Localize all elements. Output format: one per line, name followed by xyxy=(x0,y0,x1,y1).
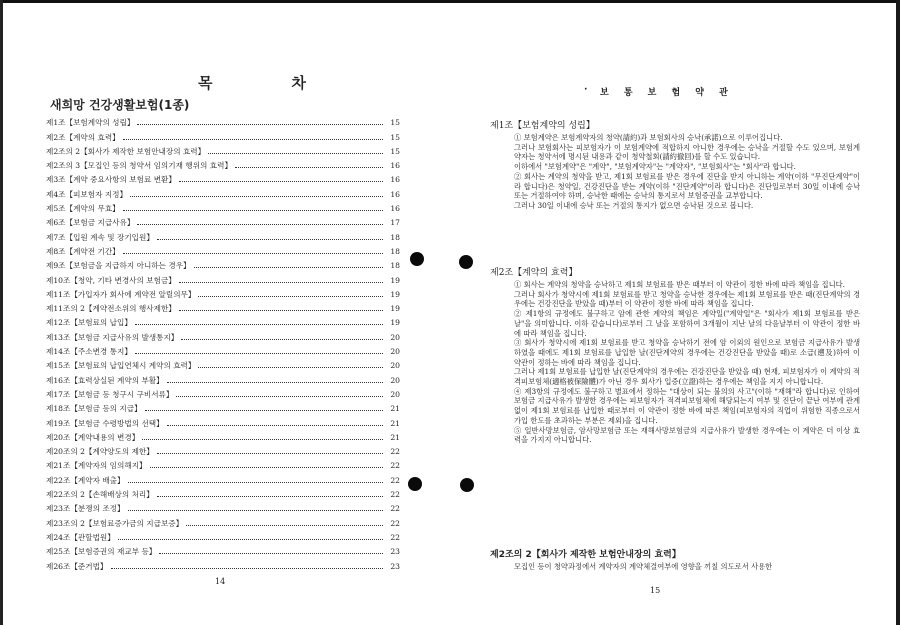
clause-paragraph: 모집인 등이 청약과정에서 계약자의 계약체결여부에 영향을 끼칠 의도로서 사용한 xyxy=(514,562,773,571)
binding-hole xyxy=(410,252,424,266)
toc-leader-dots xyxy=(137,224,383,225)
toc-page-number: 16 xyxy=(390,189,400,199)
toc-page-number: 18 xyxy=(390,246,400,256)
toc-leader-dots xyxy=(118,539,383,540)
toc-page-number: 18 xyxy=(390,232,400,242)
toc-label: 제16조【효력상실된 계약의 부활】 xyxy=(46,375,164,385)
toc-row xyxy=(46,113,400,127)
toc-page-number: 16 xyxy=(390,161,400,171)
toc-row xyxy=(46,170,400,184)
toc-row xyxy=(46,442,400,456)
toc-leader-dots xyxy=(123,139,383,140)
toc-leader-dots xyxy=(128,482,383,483)
clause-1 xyxy=(490,118,860,211)
toc-leader-dots xyxy=(150,467,383,468)
clause-2-2 xyxy=(490,547,860,572)
toc-title-char-1: 목 xyxy=(198,74,217,92)
toc-page-number: 22 xyxy=(390,518,400,528)
toc-page-number: 21 xyxy=(390,418,400,428)
title-bullet: · xyxy=(584,85,594,95)
toc-leader-dots xyxy=(194,267,383,268)
toc-page-number: 19 xyxy=(390,289,400,299)
toc-row xyxy=(46,499,400,513)
clause-paragraph: 그러나 30일 이내에 승낙 또는 거절의 통지가 없으면 승낙된 것으로 봅니다. xyxy=(514,200,754,210)
toc-leader-dots xyxy=(145,410,383,411)
toc-page-number: 15 xyxy=(390,132,400,142)
toc-leader-dots xyxy=(235,167,383,168)
toc-leader-dots xyxy=(167,425,383,426)
toc-leader-dots xyxy=(111,568,383,569)
toc-label: 제23조【분쟁의 조정】 xyxy=(46,504,125,514)
toc-page-number: 19 xyxy=(390,318,400,328)
clause-heading: 제2조의 2【회사가 제작한 보험안내장의 효력】 xyxy=(490,550,681,560)
toc-leader-dots xyxy=(157,496,383,497)
toc-row xyxy=(46,213,400,227)
insurance-name: 새희망 건강생활보험(1종) xyxy=(50,98,190,112)
toc-page-number: 22 xyxy=(390,490,400,500)
toc-page-number: 23 xyxy=(390,561,400,571)
toc-row xyxy=(46,270,400,284)
toc-label: 제4조【피보험자 지정】 xyxy=(46,189,128,199)
clause-paragraph: ② 제1항의 규정에도 불구하고 암에 관한 계약의 책임은 계약일("계약일"은 "회사가 제1회 보험료를 받은 날"을 의미합니다. 이하 같습니다)로부터 그 날을 포함하여 3개월이 지난 날의 다음날부터 이 약관이 정한 바에 따라 책임을 집니다. xyxy=(514,309,860,338)
toc-row xyxy=(46,285,400,299)
toc-row xyxy=(46,542,400,556)
toc-leader-dots xyxy=(130,196,383,197)
toc-row xyxy=(46,399,400,413)
clause-heading: 제2조【계약의 효력】 xyxy=(490,268,578,278)
toc-label: 제15조【보험료의 납입연체시 계약의 효력】 xyxy=(46,361,196,371)
clause-paragraph: ① 보험계약은 보험계약자의 청약(請約)과 보험회사의 승낙(承諾)으로 이루어집니다. xyxy=(514,133,783,142)
toc-label: 제22조【계약자 배출】 xyxy=(46,475,125,485)
toc-row xyxy=(46,528,400,542)
toc-page-number: 16 xyxy=(390,204,400,214)
right-page xyxy=(450,0,900,625)
toc-label: 제7조【입원 계속 및 장기입원】 xyxy=(46,232,154,242)
toc-row xyxy=(46,256,400,270)
toc-page-number: 20 xyxy=(390,389,400,399)
toc-page-number: 20 xyxy=(390,347,400,357)
toc-list xyxy=(46,113,400,571)
clause-paragraph: ① 회사는 계약의 청약을 승낙하고 제1회 보험료를 받은 때부터 이 약관이 정한 바에 따라 책임을 집니다. xyxy=(514,280,845,289)
toc-leader-dots xyxy=(135,324,383,325)
toc-row xyxy=(46,385,400,399)
toc-label: 제12조【보험료의 납입】 xyxy=(46,318,132,328)
toc-row xyxy=(46,313,400,327)
toc-label: 제20조【계약내용의 변경】 xyxy=(46,432,140,442)
toc-page-number: 20 xyxy=(390,332,400,342)
toc-label: 제18조【보험금 등의 지급】 xyxy=(46,404,142,414)
toc-row xyxy=(46,299,400,313)
toc-row xyxy=(46,199,400,213)
toc-leader-dots xyxy=(179,310,383,311)
toc-leader-dots xyxy=(198,296,383,297)
toc-label: 제19조【보험금 수령방법의 선택】 xyxy=(46,418,164,428)
toc-label: 제2조의 2【회사가 제작한 보험안내장의 효력】 xyxy=(46,146,206,156)
toc-label: 제26조【준거법】 xyxy=(46,561,108,571)
toc-leader-dots xyxy=(142,439,383,440)
toc-row xyxy=(46,242,400,256)
toc-page-number: 21 xyxy=(390,432,400,442)
clause-paragraph: 이하에서 "보험계약"은 "계약", "보험계약자"는 "계약자", "보험회사"는 "회사"라 합니다. xyxy=(514,162,796,172)
toc-leader-dots xyxy=(137,124,383,125)
toc-leader-dots xyxy=(208,153,383,154)
toc-leader-dots xyxy=(128,510,383,511)
toc-row xyxy=(46,556,400,570)
toc-row xyxy=(46,184,400,198)
toc-label: 제1조【보험계약의 성립】 xyxy=(46,118,135,128)
toc-page-number: 17 xyxy=(390,218,400,228)
toc-page-number: 16 xyxy=(390,175,400,185)
toc-label: 제24조【관할법원】 xyxy=(46,532,115,542)
toc-label: 제5조【계약의 무효】 xyxy=(46,204,120,214)
toc-leader-dots xyxy=(157,453,383,454)
toc-page-number: 15 xyxy=(390,118,400,128)
toc-row xyxy=(46,127,400,141)
toc-label: 제20조의 2【계약양도의 제한】 xyxy=(46,447,154,457)
clause-2 xyxy=(490,265,860,445)
terms-title xyxy=(584,85,734,98)
toc-leader-dots xyxy=(179,181,383,182)
clause-paragraph: 그러나 회사가 청약시에 제1회 보험료를 받고 청약을 승낙한 경우에는 제1회 보험료를 받은 때(진단계약의 경우에는 건강진단을 받았을 때)부터 이 약관이 정한 바에 따라 책임을 집니다. xyxy=(514,289,860,309)
toc-page-number: 23 xyxy=(390,547,400,557)
toc-row xyxy=(46,356,400,370)
toc-page-number: 22 xyxy=(390,447,400,457)
toc-row xyxy=(46,327,400,341)
terms-title-text: 보 통 보 험 약 관 xyxy=(600,88,734,98)
toc-leader-dots xyxy=(135,353,383,354)
toc-label: 제2조의 3【모집인 등의 청약서 임의기재 행위의 효력】 xyxy=(46,161,233,171)
page-number-right: 15 xyxy=(650,586,661,595)
toc-row xyxy=(46,428,400,442)
toc-page-number: 22 xyxy=(390,532,400,542)
toc-leader-dots xyxy=(157,239,383,240)
toc-leader-dots xyxy=(123,253,383,254)
toc-label: 제9조【보험금을 지급하지 아니하는 경우】 xyxy=(46,261,191,271)
toc-label: 제22조의 2【손해배상의 처리】 xyxy=(46,490,154,500)
toc-label: 제13조【보험금 지급사유의 발생통지】 xyxy=(46,332,179,342)
clause-paragraph: ② 회사는 계약의 청약을 받고, 제1회 보험료를 받은 경우에 진단을 받지 아니하는 계약(이하 "무진단계약"이라 합니다)은 청약일, 건강진단을 받는 계약(이하 "진단계약"이라 합니다)은 진단일로부터 30일 이내에 승낙 또는 거절하여야 하며, 승낙한 때에는 승낙의 통지로서 보험증권을 교부합니다. xyxy=(514,171,860,201)
toc-leader-dots xyxy=(179,282,383,283)
toc-page-number: 20 xyxy=(390,361,400,371)
clause-paragraph: 그러나 제1회 보험료를 납입한 날(진단계약의 경우에는 건강진단을 받았을 때) 현재, 피보험자가 이 계약의 적격피보험체(適格被保險體)가 아닌 경우 회사가 입증(立證)하는 경우에는 책임을 지지 아니합니다. xyxy=(514,367,860,387)
toc-page-number: 21 xyxy=(390,404,400,414)
toc-label: 제6조【보험금 지급사유】 xyxy=(46,218,135,228)
toc-page-number: 20 xyxy=(390,375,400,385)
clause-heading: 제1조【보험계약의 성립】 xyxy=(490,121,595,131)
toc-leader-dots xyxy=(159,553,383,554)
toc-leader-dots xyxy=(186,525,383,526)
toc-label: 제2조【계약의 효력】 xyxy=(46,132,120,142)
toc-row xyxy=(46,227,400,241)
toc-page-number: 18 xyxy=(390,261,400,271)
binding-hole xyxy=(408,477,422,491)
toc-row xyxy=(46,456,400,470)
toc-row xyxy=(46,370,400,384)
clause-body xyxy=(490,562,860,572)
toc-row xyxy=(46,142,400,156)
toc-page-number: 19 xyxy=(390,275,400,285)
toc-page-number: 22 xyxy=(390,475,400,485)
toc-page-number: 15 xyxy=(390,146,400,156)
toc-page-number: 22 xyxy=(390,504,400,514)
toc-label: 제3조【계약 중요사항의 보험료 변환】 xyxy=(46,175,176,185)
toc-label: 제8조【계약전 기간】 xyxy=(46,246,120,256)
toc-leader-dots xyxy=(181,339,383,340)
toc-row xyxy=(46,342,400,356)
toc-label: 제14조【주소변경 통지】 xyxy=(46,347,132,357)
toc-row xyxy=(46,513,400,527)
toc-label: 제25조【보험증권의 재교부 등】 xyxy=(46,547,157,557)
toc-page-number: 22 xyxy=(390,461,400,471)
toc-row xyxy=(46,470,400,484)
clause-paragraph: 그러나 보험회사는 피보험자가 이 보험계약에 적합하지 아니한 경우에는 승낙을 거절할 수도 있으며, 보험계약자는 청약서에 명시된 내용과 같이 청약철회(請約撤回)를 할 수도 있습니다. xyxy=(514,142,860,162)
clause-paragraph: ④ 제3항의 규정에도 불구하고 별표에서 정하는 "대상이 되는 불의의 사고"(이하 "재해"라 합니다)로 인하여 보험금 지급사유가 발생한 경우에는 피보험자가 적격피보험체에 해당되는지 여부 및 진단이 끝난 여부에 관계없이 제1회 보험료를 납입한 때로부터 이 약관이 정한 바에 따른 책임(피보험자의 직업이 위험한 직종으로서 가입 한도를 초과하는 부분은 제외)을 집니다. xyxy=(514,386,860,425)
toc-leader-dots xyxy=(167,382,383,383)
toc-label: 제17조【보험금 등 청구시 구비서류】 xyxy=(46,389,174,399)
toc-label: 제10조【청약, 기타 변경사의 보험금】 xyxy=(46,275,176,285)
toc-title xyxy=(150,72,350,93)
toc-label: 제11조【가입자가 회사에 계약전 알릴의무】 xyxy=(46,289,196,299)
toc-row xyxy=(46,485,400,499)
clause-paragraph: ⑤ 일반사망보험금, 암사망보험금 또는 재해사망보험금의 지급사유가 발생한 경우에는 이 계약은 더 이상 효력을 가지지 아니합니다. xyxy=(514,425,860,445)
toc-page-number: 19 xyxy=(390,304,400,314)
clause-paragraph: ③ 회사가 청약시에 제1회 보험료를 받고 청약을 승낙하기 전에 암 이외의 원인으로 보험금 지급사유가 발생하였을 때에도 제1회 보험료를 납입한 날(진단계약의 경우에는 건강진단을 받았을 때)로 소급(遡及)하여 이 약관이 정하는 바에 따라 책임을 집니다. xyxy=(514,338,860,367)
clause-body xyxy=(490,133,860,211)
toc-row xyxy=(46,156,400,170)
clause-body xyxy=(490,280,860,445)
toc-title-char-2: 차 xyxy=(291,74,310,92)
toc-leader-dots xyxy=(176,396,383,397)
page-number-left: 14 xyxy=(215,577,226,586)
toc-label: 제23조의 2【보험료증가금의 지급보증】 xyxy=(46,518,184,528)
toc-leader-dots xyxy=(123,210,383,211)
toc-label: 제21조【계약자의 임의해지】 xyxy=(46,461,147,471)
toc-leader-dots xyxy=(198,367,383,368)
toc-row xyxy=(46,413,400,427)
toc-label: 제11조의 2【계약전소위의 행사제한】 xyxy=(46,304,176,314)
